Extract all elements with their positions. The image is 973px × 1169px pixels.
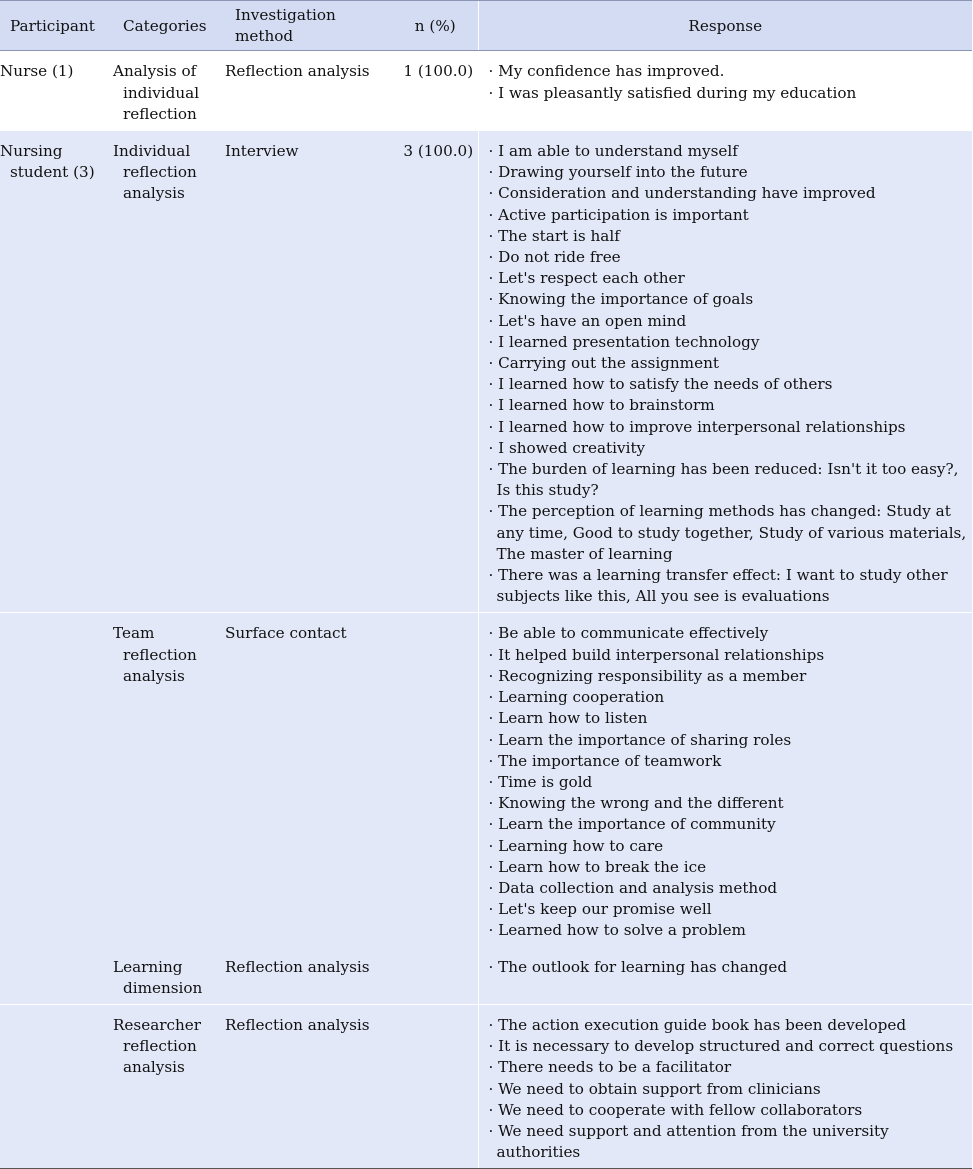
table-row [0,51,972,131]
response-item: · I showed creativity [488,438,646,457]
table-header [0,1,972,51]
response-item: · Active participation is important [488,205,749,224]
response-item: · Drawing yourself into the future [488,163,748,182]
response-item: · Data collection and analysis method [488,878,778,897]
header-participant: Participant [0,1,113,51]
response-item: · Consideration and understanding have improved [488,184,876,203]
response-item: · Knowing the importance of goals [488,290,754,309]
category-cell: Researcher reflection analysis [113,1015,202,1077]
participant-cell: Nursing student (3) [0,142,95,182]
header-n-percent: n (%) [393,1,478,51]
response-list [489,623,969,941]
n-percent-cell: 3 (100.0) [403,142,474,161]
method-cell: Reflection analysis [225,1015,370,1034]
response-item: · Let's have an open mind [488,311,687,330]
table-row [0,131,972,613]
response-item: · We need to cooperate with fellow collaborators [488,1100,863,1119]
participant-cell: Nurse (1) [0,62,74,81]
response-item: · The outlook for learning has changed [488,957,788,976]
response-item: · It helped build interpersonal relationships [488,645,825,664]
response-item: · Learning cooperation [488,688,665,707]
participant-cell [0,613,113,628]
response-item: · I am able to understand myself [488,142,738,161]
response-item: · Do not ride free [488,248,621,267]
response-item: · Carrying out the assignment [488,354,719,373]
response-item: · My confidence has improved. [488,62,725,81]
response-item: · Knowing the wrong and the different [488,794,784,813]
table-row [0,947,972,1005]
response-item: · We need support and attention from the university authorities [488,1121,889,1162]
response-item: · The perception of learning methods has changed: Study at any time, Good to study together, Study of various materials, The master of learning [488,502,967,563]
response-item: · The action execution guide book has been developed [488,1015,907,1034]
method-cell: Reflection analysis [225,62,370,81]
participant-cell [0,1005,113,1020]
method-cell: Surface contact [225,624,347,643]
response-item: · Learned how to solve a problem [488,921,746,940]
response-item: · Recognizing responsibility as a member [488,666,807,685]
table-row [0,1004,972,1168]
response-list [489,1015,969,1163]
category-cell: Individual reflection analysis [113,142,197,203]
response-item: · Learn how to listen [488,709,648,728]
n-percent-cell [393,613,478,628]
response-item: · Let's keep our promise well [488,900,712,919]
table-row [0,613,972,947]
response-item: · I learned how to brainstorm [488,396,715,415]
participant-cell [0,947,113,962]
response-item: · The importance of teamwork [488,751,722,770]
response-item: · There was a learning transfer effect: I want to study other subjects like this, All you see is evaluations [488,566,948,606]
response-item: · We need to obtain support from clinicians [488,1079,821,1098]
n-percent-cell [393,947,478,962]
response-item: · Learning how to care [488,836,664,855]
response-item: · Let's respect each other [488,269,685,288]
category-cell: Learning dimension [113,957,203,997]
header-response: Response [478,1,972,51]
header-categories: Categories [113,1,225,51]
response-item: · Learn the importance of sharing roles [488,730,792,749]
response-item: · There needs to be a facilitator [488,1058,732,1077]
response-item: · The start is half [488,226,620,245]
method-cell: Interview [225,142,299,161]
response-item: · I learned presentation technology [488,332,760,351]
response-item: · Be able to communicate effectively [488,624,769,643]
category-cell: Analysis of individual reflection [113,62,200,123]
response-item: · Time is gold [488,772,593,791]
response-list [489,957,969,978]
response-item: · It is necessary to develop structured and correct questions [488,1037,954,1056]
response-item: · Learn the importance of community [488,815,776,834]
response-item: · I was pleasantly satisfied during my education [488,83,857,102]
method-cell: Reflection analysis [225,957,370,976]
response-item: · The burden of learning has been reduced: Isn't it too easy?, Is this study? [488,460,959,500]
response-list [489,141,969,607]
n-percent-cell [393,1005,478,1020]
response-list [489,61,969,103]
category-cell: Team reflection analysis [113,624,197,685]
response-item: · Learn how to break the ice [488,857,707,876]
response-item: · I learned how to satisfy the needs of others [488,375,833,394]
n-percent-cell: 1 (100.0) [403,62,474,81]
response-item: · I learned how to improve interpersonal relationships [488,417,906,436]
header-investigation-method: Investigation method [225,1,393,51]
